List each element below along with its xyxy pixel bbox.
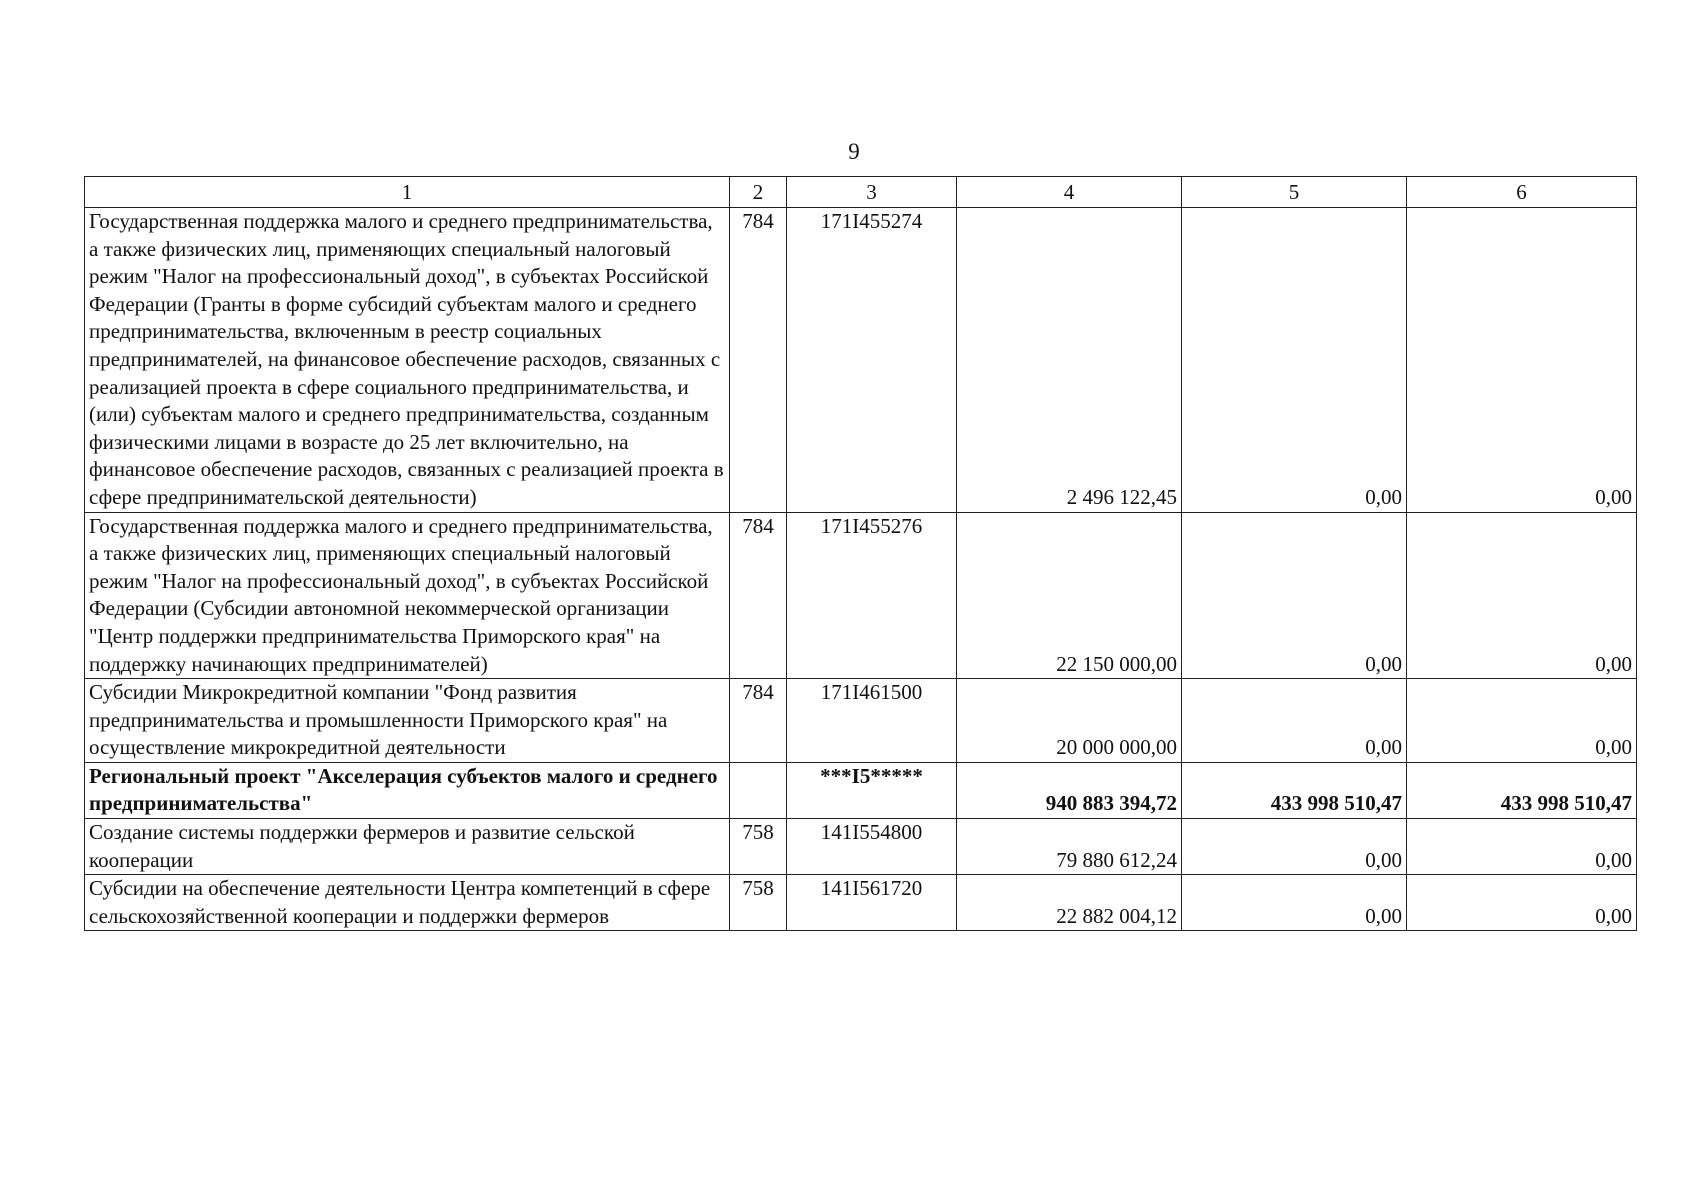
row-ministry-code (730, 762, 787, 818)
row-ministry-code: 758 (730, 875, 787, 931)
row-ministry-code: 784 (730, 679, 787, 763)
page-number: 9 (848, 139, 860, 164)
table-row-regional-project (85, 762, 1637, 818)
row-name: Субсидии на обеспечение деятельности Центра компетенций в сфере сельскохозяйственной кооперации и поддержки фермеров (85, 875, 730, 931)
column-header-3: 3 (787, 177, 957, 208)
column-header-4: 4 (957, 177, 1182, 208)
row-name: Государственная поддержка малого и среднего предпринимательства, а также физических лиц, применяющих специальный налоговый режим "Налог на профессиональный доход", в субъектах Российской Федерации (Гранты в форме субсидий субъектам малого и среднего предпринимательства, включенным в реестр социальных предпринимателей, на финансовое обеспечение расходов, связанных с реализацией проекта в сфере социального предпринимательства, и (или) субъектам малого и среднего предпринимательства, созданным физическими лицами в возрасте до 25 лет включительно, на финансовое обеспечение расходов, связанных с реализацией проекта в сфере предпринимательской деятельности) (85, 208, 730, 513)
row-target-code: 141I554800 (787, 819, 957, 875)
row-name: Государственная поддержка малого и среднего предпринимательства, а также физических лиц, применяющих специальный налоговый режим "Налог на профессиональный доход", в субъектах Российской Федерации (Субсидии автономной некоммерческой организации "Центр поддержки предпринимательства Приморского края" на поддержку начинающих предпринимателей) (85, 512, 730, 679)
row-value-col6: 0,00 (1407, 819, 1637, 875)
row-value-col5: 0,00 (1182, 819, 1407, 875)
column-header-6: 6 (1407, 177, 1637, 208)
table-row (85, 875, 1637, 931)
row-target-code: 171I455276 (787, 512, 957, 679)
row-value-col6: 0,00 (1407, 875, 1637, 931)
row-value-col6: 0,00 (1407, 679, 1637, 763)
budget-table (84, 176, 1637, 931)
row-ministry-code: 784 (730, 208, 787, 513)
table-row (85, 208, 1637, 513)
row-value-col4: 2 496 122,45 (957, 208, 1182, 513)
table-header-row (85, 177, 1637, 208)
column-header-1: 1 (85, 177, 730, 208)
row-ministry-code: 784 (730, 512, 787, 679)
row-value-col4: 20 000 000,00 (957, 679, 1182, 763)
row-value-col5: 433 998 510,47 (1182, 762, 1407, 818)
row-value-col6: 433 998 510,47 (1407, 762, 1637, 818)
row-ministry-code: 758 (730, 819, 787, 875)
row-value-col4: 940 883 394,72 (957, 762, 1182, 818)
row-value-col4: 22 150 000,00 (957, 512, 1182, 679)
row-value-col5: 0,00 (1182, 208, 1407, 513)
row-value-col6: 0,00 (1407, 512, 1637, 679)
table-row (85, 512, 1637, 679)
row-target-code: 171I461500 (787, 679, 957, 763)
row-target-code: 141I561720 (787, 875, 957, 931)
row-value-col6: 0,00 (1407, 208, 1637, 513)
row-target-code: 171I455274 (787, 208, 957, 513)
column-header-5: 5 (1182, 177, 1407, 208)
table-row (85, 679, 1637, 763)
row-target-code: ***I5***** (787, 762, 957, 818)
row-value-col4: 22 882 004,12 (957, 875, 1182, 931)
row-name: Создание системы поддержки фермеров и развитие сельской кооперации (85, 819, 730, 875)
row-value-col5: 0,00 (1182, 875, 1407, 931)
row-value-col5: 0,00 (1182, 679, 1407, 763)
row-value-col5: 0,00 (1182, 512, 1407, 679)
row-name: Региональный проект "Акселерация субъектов малого и среднего предпринимательства" (85, 762, 730, 818)
table-row (85, 819, 1637, 875)
row-value-col4: 79 880 612,24 (957, 819, 1182, 875)
column-header-2: 2 (730, 177, 787, 208)
row-name: Субсидии Микрокредитной компании "Фонд развития предпринимательства и промышленности Приморского края" на осуществление микрокредитной деятельности (85, 679, 730, 763)
